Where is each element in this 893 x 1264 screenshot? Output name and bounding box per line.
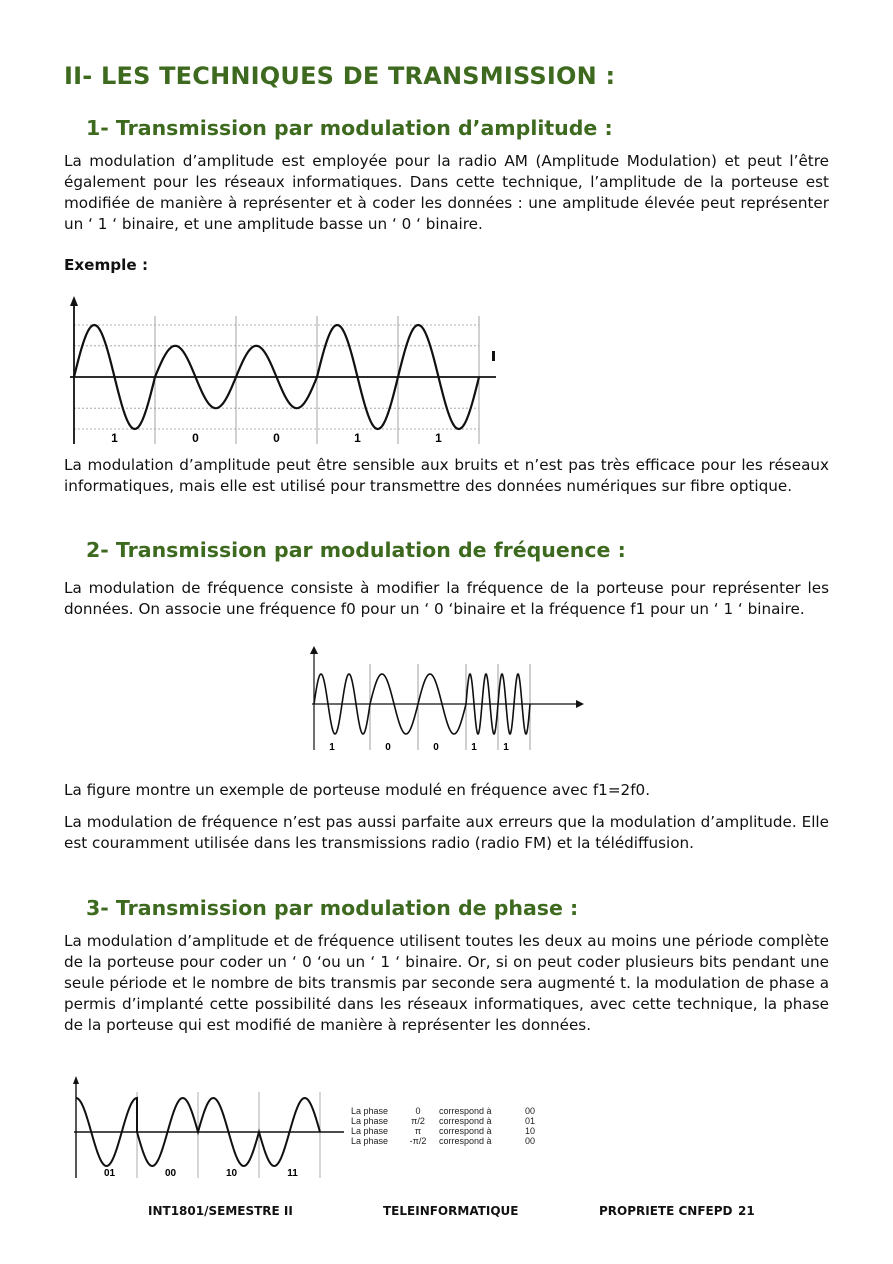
- pm-legend-cell: 00: [524, 1136, 536, 1146]
- fm-bit-label: 0: [433, 742, 439, 753]
- am-bit-label: 0: [273, 431, 280, 445]
- pm-bit-label: 01: [103, 1168, 116, 1179]
- pm-bit-label: 10: [225, 1168, 238, 1179]
- fm-bit-label: 1: [503, 742, 509, 753]
- paragraph-am-intro: La modulation d’amplitude est employée pour la radio AM (Amplitude Modulation) et peut l’être également pour les réseaux informatiques. Dans cette technique, l’amplitude de la porteuse est modifiée de manière à représenter et à coder les données : une amplitude élevée peut représenter un ‘ 1 ‘ binaire, et une amplitude basse un ‘ 0 ‘ binaire.: [64, 152, 829, 233]
- section-heading-pm: 3- Transmission par modulation de phase :: [86, 896, 579, 920]
- fm-bit-label: 1: [471, 742, 477, 753]
- footer-page-number: 21: [738, 1204, 755, 1218]
- fm-axis-arrow-x: [576, 700, 584, 708]
- paragraph-fm-intro: La modulation de fréquence consiste à modifier la fréquence de la porteuse pour représenter les données. On associe une fréquence f0 pour un ‘ 0 ‘binaire et la fréquence f1 pour un ‘ 1 ‘ binaire.: [64, 579, 829, 618]
- pm-modulation-figure: [66, 1074, 546, 1186]
- am-bit-label: 1: [354, 431, 361, 445]
- pm-legend-cell: correspond à: [439, 1136, 492, 1146]
- pm-legend-cell: 10: [524, 1126, 536, 1136]
- fm-bit-label: 1: [329, 742, 335, 753]
- fm-axis-arrow-y: [310, 646, 318, 654]
- footer-owner: PROPRIETE CNFEPD: [599, 1204, 733, 1218]
- pm-legend-cell: -π/2: [409, 1136, 427, 1146]
- pm-legend-cell: La phase: [351, 1126, 389, 1136]
- am-axis-arrow: [70, 296, 78, 306]
- pm-legend-cell: La phase: [351, 1136, 389, 1146]
- example-label: Exemple :: [64, 256, 149, 274]
- pm-legend-cell: π/2: [411, 1116, 425, 1126]
- pm-legend-cell: correspond à: [439, 1106, 492, 1116]
- am-bit-label: 0: [192, 431, 199, 445]
- pm-legend-cell: correspond à: [439, 1126, 492, 1136]
- pm-legend-cell: 01: [524, 1116, 536, 1126]
- am-bit-label: 1: [435, 431, 442, 445]
- pm-axis-arrow: [73, 1076, 79, 1084]
- pm-bit-label: 11: [287, 1168, 298, 1179]
- pm-legend-cell: π: [414, 1126, 422, 1136]
- pm-legend-cell: 0: [415, 1106, 421, 1116]
- pm-bit-label: 00: [164, 1168, 177, 1179]
- figure-caption-fm: La figure montre un exemple de porteuse modulé en fréquence avec f1=2f0.: [64, 781, 651, 799]
- pm-legend-cell: La phase: [351, 1106, 389, 1116]
- paragraph-pm-intro: La modulation d’amplitude et de fréquence utilisent toutes les deux au moins une période complète de la porteuse pour coder un ‘ 0 ‘ou un ‘ 1 ‘ binaire. Or, si on peut coder plusieurs bits pendant une seule période et le nombre de bits transmis par seconde sera augmenté t. la modulation de phase a permis d’implanté cette possibilité dans les réseaux informatiques, avec cette technique, la phase de la porteuse qui est modifié de manière à représenter les données.: [64, 932, 829, 1034]
- section-heading-am: 1- Transmission par modulation d’amplitude :: [86, 116, 613, 140]
- pm-phase-legend: [351, 1106, 535, 1146]
- paragraph-fm-after: La modulation de fréquence n’est pas aussi parfaite aux erreurs que la modulation d’amplitude. Elle est couramment utilisée dans les transmissions radio (radio FM) et la télédiffusion.: [64, 813, 829, 852]
- footer-course-code: INT1801/SEMESTRE II: [148, 1204, 293, 1218]
- fm-bit-label: 0: [385, 742, 391, 753]
- section-heading-fm: 2- Transmission par modulation de fréquence :: [86, 538, 626, 562]
- fm-modulation-figure: [306, 644, 588, 756]
- footer-subject: TELEINFORMATIQUE: [383, 1204, 519, 1218]
- paragraph-am-after: La modulation d’amplitude peut être sensible aux bruits et n’est pas très efficace pour les réseaux informatiques, mais elle est utilisé pour transmettre des données numériques sur fibre optique.: [64, 456, 829, 495]
- pm-legend-cell: correspond à: [439, 1116, 492, 1126]
- am-modulation-figure: [62, 294, 502, 452]
- pm-legend-cell: La phase: [351, 1116, 389, 1126]
- pm-legend-cell: 00: [524, 1106, 536, 1116]
- page-title: II- LES TECHNIQUES DE TRANSMISSION :: [64, 62, 616, 90]
- am-bit-label: 1: [111, 431, 118, 445]
